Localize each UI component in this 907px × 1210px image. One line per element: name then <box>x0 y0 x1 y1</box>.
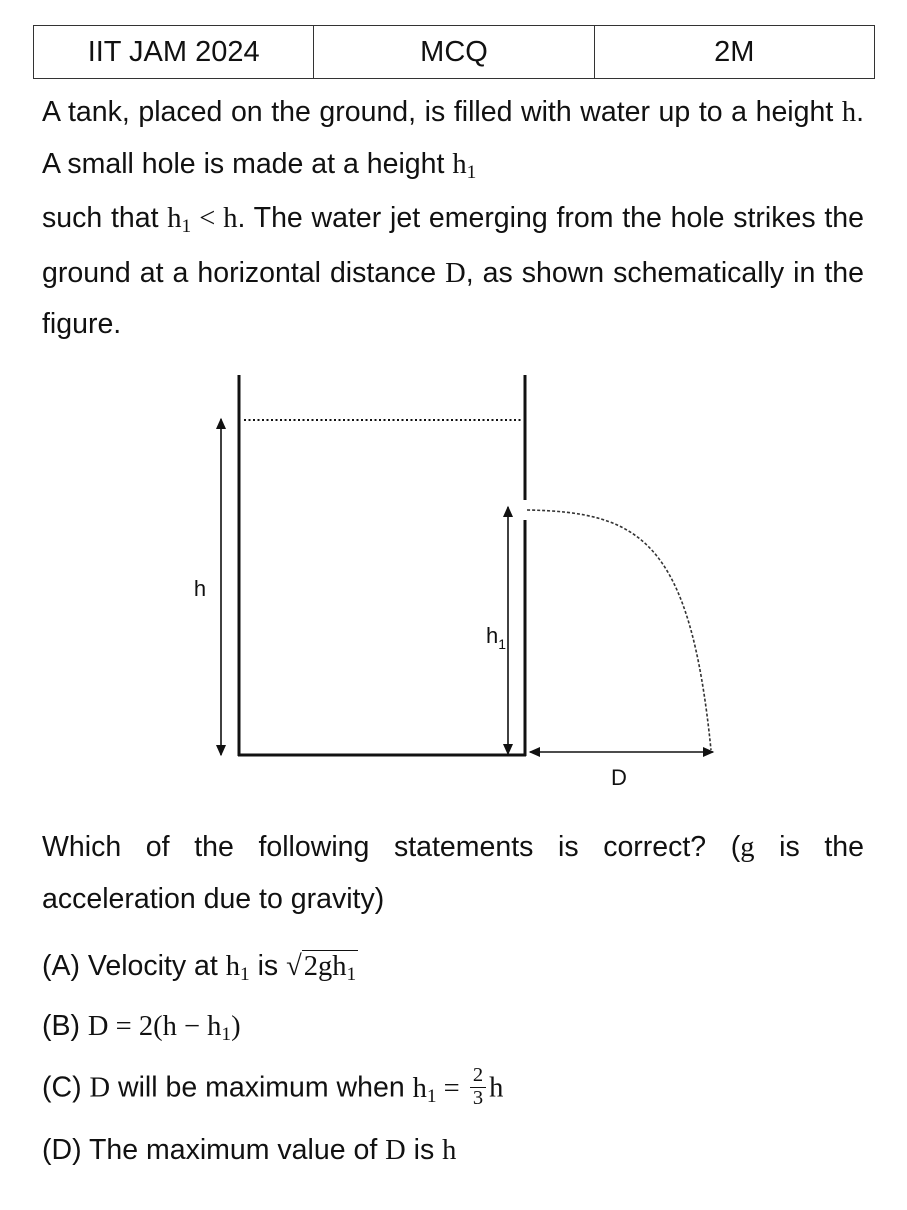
label-D: D <box>611 765 627 790</box>
option-a: (A) Velocity at h1 is √2gh1 <box>42 950 357 986</box>
type-cell: MCQ <box>314 26 594 79</box>
water-jet-trajectory <box>527 510 711 750</box>
question-part: , as shown schematically in the figure. <box>42 256 864 340</box>
math-h1: h1 <box>452 148 477 183</box>
question-part: . A small hole is made at a height <box>42 96 864 180</box>
option-d: (D) The maximum value of D is h <box>42 1134 457 1166</box>
option-c: (C) D will be maximum when h1 = $\frac{2}{3}$ h <box>42 1064 504 1109</box>
math-h: h <box>841 97 857 128</box>
question-part: A tank, placed on the ground, is filled with water up to a height <box>42 96 842 128</box>
math-D: D <box>445 257 466 289</box>
label-h: h <box>193 576 207 601</box>
option-b: (B) D = 2(h − h1) <box>42 1010 241 1046</box>
math-inequality: h1 < h <box>167 203 238 238</box>
exam-cell: IIT JAM 2024 <box>34 26 314 79</box>
fraction-two-thirds: $\frac{2}{3}$ <box>470 1065 486 1109</box>
question-part: . The water jet emerging from the hole strikes the ground at a horizontal distance <box>42 202 864 289</box>
sqrt-expression: √2gh1 <box>286 951 357 986</box>
marks-cell: 2M <box>594 26 874 79</box>
label-h1: $h_1$ <box>486 623 507 652</box>
question-part: such that <box>42 202 168 234</box>
prompt-text: Which of the following statements is correct? (g is the acceleration due to gravity) <box>42 831 864 915</box>
